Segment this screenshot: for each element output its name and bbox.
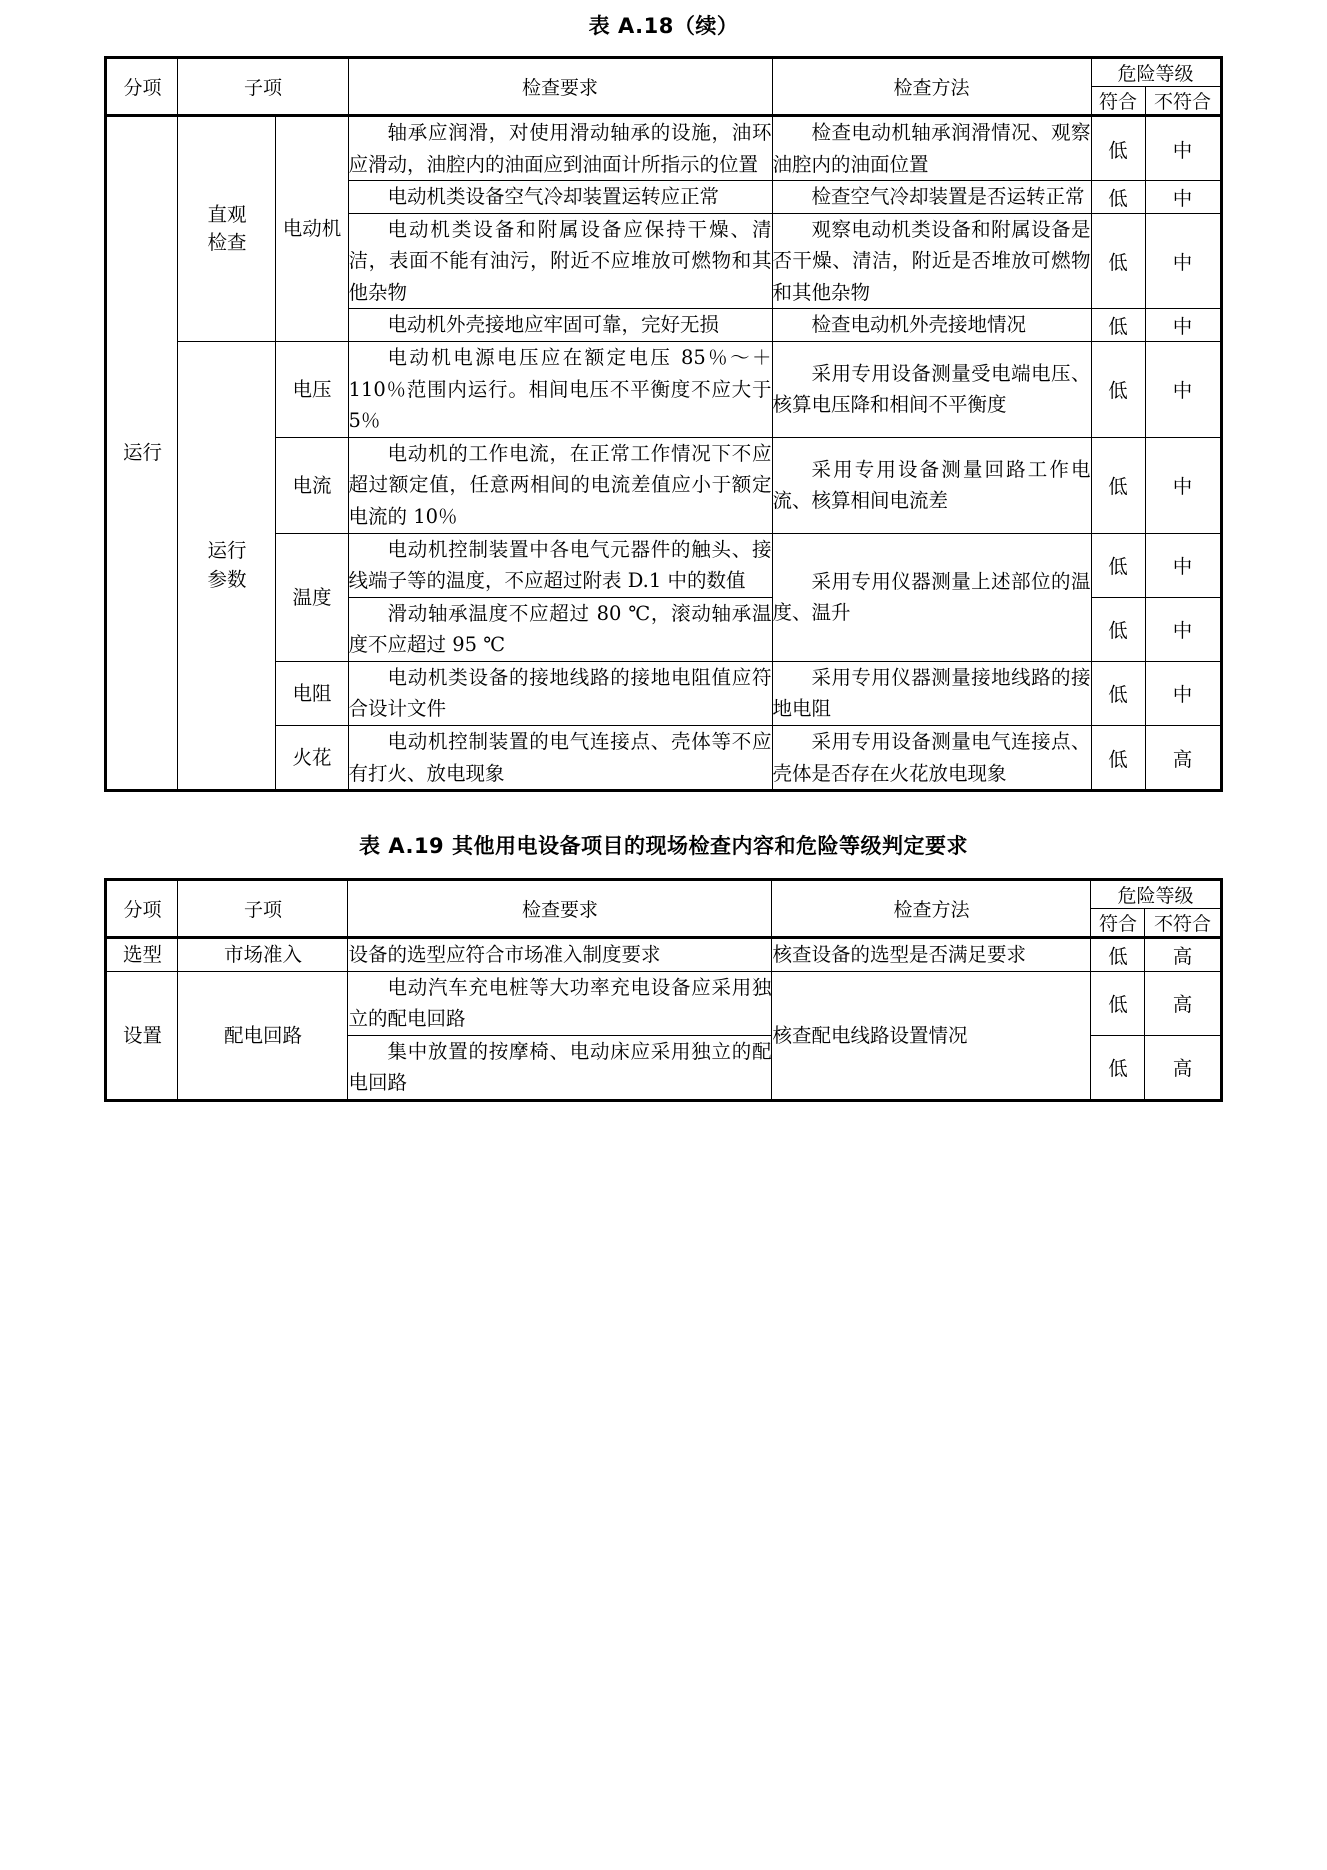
- header-risk-group: 危险等级: [1091, 880, 1221, 909]
- risk-fail-cell: 中: [1145, 116, 1221, 181]
- risk-pass-cell: 低: [1091, 533, 1145, 597]
- subitem-voltage: 电压: [276, 342, 348, 438]
- method-cell: 采用专用仪器测量上述部位的温度、温升: [772, 533, 1091, 661]
- requirement-cell: 电动机电源电压应在额定电压 85％～＋110％范围内运行。相间电压不平衡度不应大于 5％: [348, 342, 772, 438]
- method-cell: 采用专用设备测量受电端电压、核算电压降和相间不平衡度: [772, 342, 1091, 438]
- risk-fail-cell: 高: [1145, 971, 1221, 1035]
- risk-fail-cell: 高: [1145, 938, 1221, 972]
- risk-fail-cell: 中: [1145, 342, 1221, 438]
- risk-fail-cell: 中: [1145, 309, 1221, 342]
- subitem-resistance: 电阻: [276, 661, 348, 725]
- header-risk-pass: 符合: [1091, 87, 1145, 116]
- table-row: [106, 342, 1221, 438]
- requirement-cell: 设备的选型应符合市场准入制度要求: [348, 938, 772, 972]
- risk-fail-cell: 中: [1145, 181, 1221, 214]
- header-requirement: 检查要求: [348, 880, 772, 938]
- method-cell: 检查空气冷却装置是否运转正常: [772, 181, 1091, 214]
- header-method: 检查方法: [772, 58, 1091, 116]
- subgroup-label-line2: 参数: [207, 567, 247, 591]
- risk-fail-cell: 中: [1145, 437, 1221, 533]
- risk-pass-cell: 低: [1091, 597, 1145, 661]
- subgroup-cell-operating-parameters: [178, 342, 276, 791]
- requirement-cell: 电动汽车充电桩等大功率充电设备应采用独立的配电回路: [348, 971, 772, 1035]
- table-row: [106, 971, 1221, 1035]
- requirement-cell: 电动机控制装置中各电气元器件的触头、接线端子等的温度，不应超过附表 D.1 中的数值: [348, 533, 772, 597]
- risk-pass-cell: 低: [1091, 971, 1145, 1035]
- header-subitem-group: 分项: [106, 58, 178, 116]
- subgroup-label-line2: 检查: [207, 231, 247, 255]
- table-row: [106, 116, 1221, 181]
- subgroup-label-line1: 运行: [207, 539, 247, 563]
- table-a19-title: 表 A.19 其他用电设备项目的现场检查内容和危险等级判定要求: [359, 834, 968, 859]
- risk-fail-cell: 中: [1145, 597, 1221, 661]
- table-a19: [104, 878, 1222, 1102]
- risk-pass-cell: 低: [1091, 181, 1145, 214]
- risk-pass-cell: 低: [1091, 661, 1145, 725]
- requirement-cell: 电动机类设备的接地线路的接地电阻值应符合设计文件: [348, 661, 772, 725]
- requirement-cell: 电动机类设备空气冷却装置运转应正常: [348, 181, 772, 214]
- requirement-cell: 电动机外壳接地应牢固可靠，完好无损: [348, 309, 772, 342]
- requirement-cell: 电动机控制装置的电气连接点、壳体等不应有打火、放电现象: [348, 725, 772, 790]
- risk-fail-cell: 高: [1145, 1035, 1221, 1100]
- header-method: 检查方法: [772, 880, 1091, 938]
- subgroup-cell-visual-inspection: [178, 116, 276, 342]
- header-subitem: 子项: [178, 880, 348, 938]
- table-a19-body: [106, 938, 1221, 1101]
- subitem-motor: 电动机: [276, 116, 348, 342]
- requirement-cell: 轴承应润滑，对使用滑动轴承的设施，油环应滑动，油腔内的油面应到油面计所指示的位置: [348, 116, 772, 181]
- table-a19-header: [106, 880, 1221, 938]
- risk-pass-cell: 低: [1091, 725, 1145, 790]
- group-label: 运行: [122, 440, 162, 464]
- risk-pass-cell: 低: [1091, 309, 1145, 342]
- table-a18-title: 表 A.18（续）: [588, 14, 739, 38]
- requirement-cell: 电动机的工作电流，在正常工作情况下不应超过额定值，任意两相间的电流差值应小于额定电流的 10％: [348, 437, 772, 533]
- table-a18: [104, 56, 1222, 792]
- header-risk-group: 危险等级: [1091, 58, 1221, 87]
- risk-pass-cell: 低: [1091, 938, 1145, 972]
- subitem-market-access: 市场准入: [178, 938, 348, 972]
- requirement-cell: 滑动轴承温度不应超过 80 ℃，滚动轴承温度不应超过 95 ℃: [348, 597, 772, 661]
- risk-fail-cell: 高: [1145, 725, 1221, 790]
- risk-pass-cell: 低: [1091, 1035, 1145, 1100]
- table-row: [106, 938, 1221, 972]
- group-cell-operation: [106, 116, 178, 791]
- method-cell: 核查配电线路设置情况: [772, 971, 1091, 1100]
- method-cell: 采用专用仪器测量接地线路的接地电阻: [772, 661, 1091, 725]
- subitem-spark: 火花: [276, 725, 348, 790]
- header-requirement: 检查要求: [348, 58, 772, 116]
- group-cell-setup: 设置: [106, 971, 178, 1100]
- method-cell: 核查设备的选型是否满足要求: [772, 938, 1091, 972]
- header-risk-fail: 不符合: [1145, 909, 1221, 938]
- risk-pass-cell: 低: [1091, 437, 1145, 533]
- header-subitem-group: 分项: [106, 880, 178, 938]
- header-risk-fail: 不符合: [1145, 87, 1221, 116]
- risk-pass-cell: 低: [1091, 213, 1145, 309]
- risk-pass-cell: 低: [1091, 342, 1145, 438]
- risk-fail-cell: 中: [1145, 533, 1221, 597]
- group-cell-selection: 选型: [106, 938, 178, 972]
- subitem-distribution-circuit: 配电回路: [178, 971, 348, 1100]
- risk-fail-cell: 中: [1145, 213, 1221, 309]
- risk-pass-cell: 低: [1091, 116, 1145, 181]
- subitem-current: 电流: [276, 437, 348, 533]
- table-a18-header: [106, 58, 1221, 116]
- subitem-temperature: 温度: [276, 533, 348, 661]
- table-a18-body: [106, 116, 1221, 791]
- requirement-cell: 电动机类设备和附属设备应保持干燥、清洁，表面不能有油污，附近不应堆放可燃物和其他杂物: [348, 213, 772, 309]
- method-cell: 采用专用设备测量回路工作电流、核算相间电流差: [772, 437, 1091, 533]
- risk-fail-cell: 中: [1145, 661, 1221, 725]
- header-risk-pass: 符合: [1091, 909, 1145, 938]
- method-cell: 检查电动机轴承润滑情况、观察油腔内的油面位置: [772, 116, 1091, 181]
- header-subitem: 子项: [178, 58, 348, 116]
- requirement-cell: 集中放置的按摩椅、电动床应采用独立的配电回路: [348, 1035, 772, 1100]
- method-cell: 观察电动机类设备和附属设备是否干燥、清洁，附近是否堆放可燃物和其他杂物: [772, 213, 1091, 309]
- method-cell: 检查电动机外壳接地情况: [772, 309, 1091, 342]
- subgroup-label-line1: 直观: [207, 202, 247, 226]
- method-cell: 采用专用设备测量电气连接点、壳体是否存在火花放电现象: [772, 725, 1091, 790]
